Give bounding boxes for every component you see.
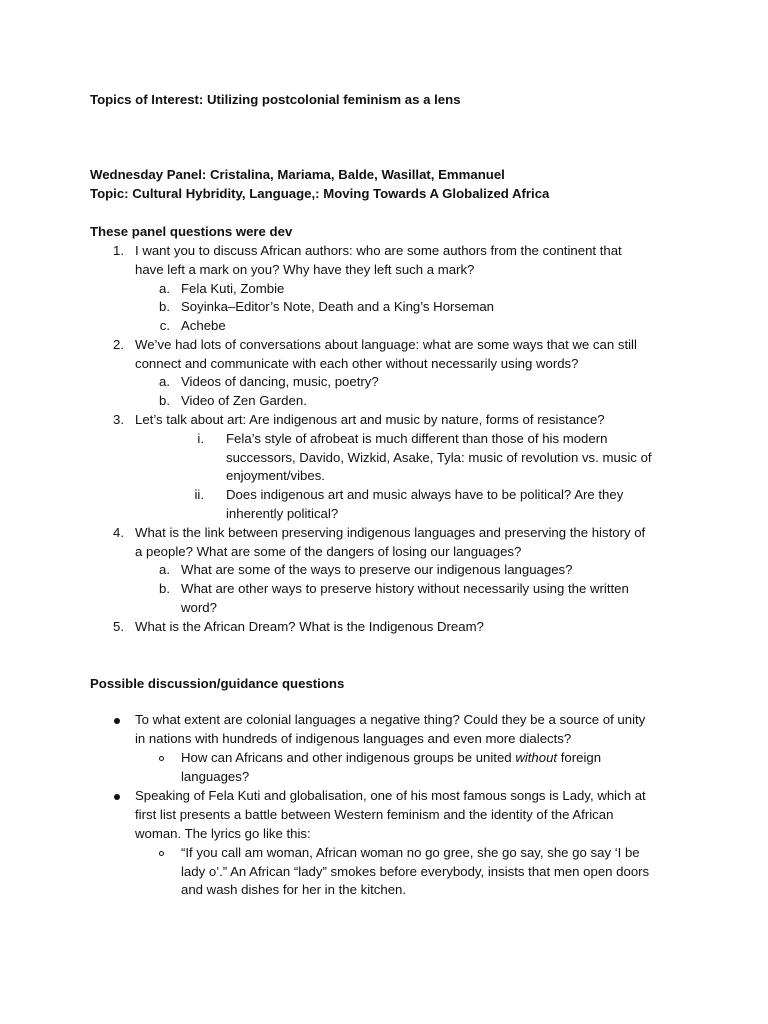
question-text: have left a mark on you? Why have they left such a mark?	[135, 262, 475, 277]
questions-heading: These panel questions were dev	[90, 224, 293, 239]
discussion-text: first list presents a battle between Western feminism and the identity of the African	[135, 807, 614, 822]
list-item: successors, Davido, Wizkid, Asake, Tyla: music of revolution vs. music of	[226, 450, 652, 465]
list-letter: a.	[159, 281, 170, 296]
list-roman: i.	[197, 431, 204, 446]
list-number: 5.	[113, 619, 124, 634]
list-item: Fela Kuti, Zombie	[181, 281, 285, 296]
list-item: Fela’s style of afrobeat is much different than those of his modern	[226, 431, 608, 446]
list-number: 3.	[113, 412, 124, 427]
page-title: Topics of Interest: Utilizing postcolonial feminism as a lens	[90, 92, 461, 107]
question-text: connect and communicate with each other without necessarily using words?	[135, 356, 579, 371]
topic-line: Topic: Cultural Hybridity, Language,: Moving Towards A Globalized Africa	[90, 186, 550, 201]
discussion-text: Speaking of Fela Kuti and globalisation, one of his most famous songs is Lady, which at	[135, 788, 646, 803]
discussion-text: woman. The lyrics go like this:	[135, 826, 311, 841]
bullet-icon	[114, 718, 120, 724]
list-number: 1.	[113, 243, 124, 258]
discussion-heading: Possible discussion/guidance questions	[90, 676, 345, 691]
list-letter: b.	[159, 299, 170, 314]
list-number: 2.	[113, 337, 124, 352]
list-letter: b.	[159, 581, 170, 596]
list-item: What are other ways to preserve history without necessarily using the written	[181, 581, 629, 596]
list-item: Videos of dancing, music, poetry?	[181, 374, 379, 389]
discussion-subtext: lady o’.” An African “lady” smokes before everybody, insists that men open doors	[181, 864, 650, 879]
list-item: word?	[181, 600, 217, 615]
question-text: a people? What are some of the dangers of losing our languages?	[135, 544, 522, 559]
list-item: What are some of the ways to preserve our indigenous languages?	[181, 562, 573, 577]
discussion-text: in nations with hundreds of indigenous languages and even more dialects?	[135, 731, 572, 746]
question-text: We’ve had lots of conversations about language: what are some ways that we can still	[135, 337, 637, 352]
question-text: Let’s talk about art: Are indigenous art and music by nature, forms of resistance?	[135, 412, 605, 427]
discussion-subtext: languages?	[181, 769, 250, 784]
list-item: Soyinka–Editor’s Note, Death and a King’s Horseman	[181, 299, 495, 314]
question-text: What is the link between preserving indigenous languages and preserving the history of	[135, 525, 646, 540]
discussion-subtext: How can Africans and other indigenous groups be united without foreign	[181, 750, 602, 765]
list-letter: c.	[159, 318, 170, 333]
bullet-icon	[114, 794, 120, 800]
list-letter: a.	[159, 374, 170, 389]
question-text: What is the African Dream? What is the Indigenous Dream?	[135, 619, 484, 634]
list-item: Video of Zen Garden.	[181, 393, 307, 408]
list-item: enjoyment/vibes.	[226, 468, 325, 483]
list-roman: ii.	[194, 487, 204, 502]
discussion-subtext: and wash dishes for her in the kitchen.	[181, 882, 407, 897]
panel-line: Wednesday Panel: Cristalina, Mariama, Balde, Wasillat, Emmanuel	[90, 167, 505, 182]
discussion-subtext: “If you call am woman, African woman no go gree, she go say, she go say ‘I be	[181, 845, 640, 860]
list-letter: a.	[159, 562, 170, 577]
list-number: 4.	[113, 525, 124, 540]
hollow-bullet-icon	[159, 756, 164, 761]
list-letter: b.	[159, 393, 170, 408]
list-item: inherently political?	[226, 506, 339, 521]
list-item: Does indigenous art and music always have to be political? Are they	[226, 487, 624, 502]
hollow-bullet-icon	[159, 851, 164, 856]
list-item: Achebe	[181, 318, 226, 333]
question-text: I want you to discuss African authors: who are some authors from the continent that	[135, 243, 622, 258]
discussion-text: To what extent are colonial languages a negative thing? Could they be a source of unity	[135, 712, 646, 727]
